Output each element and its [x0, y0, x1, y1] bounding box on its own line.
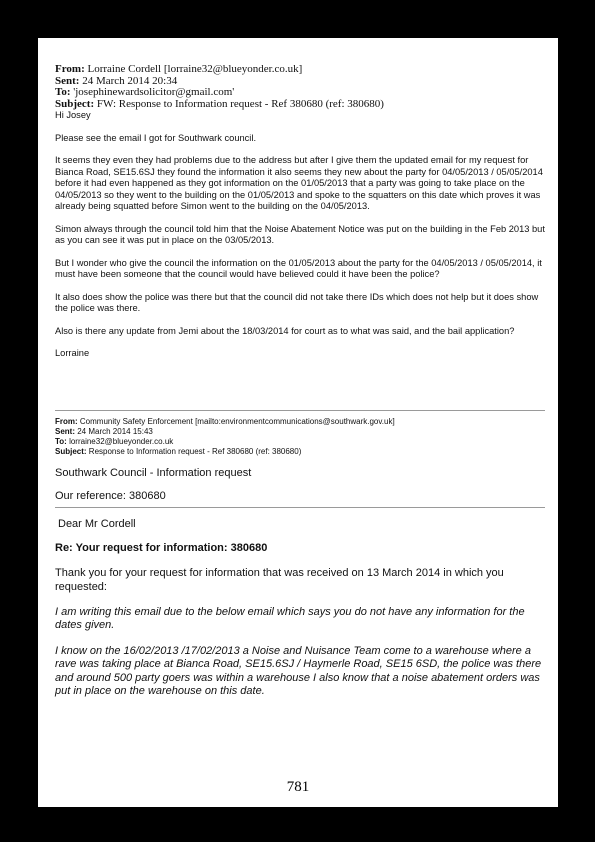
quoted-paragraph: I know on the 16/02/2013 /17/02/2013 a Noise and Nuisance Team come to a warehouse where a rave was taking place at Bianca Road, SE15.6SJ / Haymerle Road, SE15 6SD, the police was there and around 500 party goers was within a warehouse I also know that a noise abatement orders was put in place on the warehouse on this date.: [55, 644, 542, 697]
subject-value: Response to Information request - Ref 380680 (ref: 380680): [88, 446, 302, 456]
sent-label: Sent:: [55, 74, 80, 87]
body-paragraph: Simon always through the council told him that the Noise Abatement Notice was put on the building in the Feb 2013 but as you can see it was put in place on the 03/05/2013.: [55, 223, 545, 245]
email2-to-line: [55, 437, 545, 447]
body-paragraph: It also does show the police was there but that the council did not take there IDs which does not help but it does show the police was there.: [55, 291, 539, 313]
body-paragraph: Also is there any update from Jemi about the 18/03/2014 for court as to what was said, and the bail application?: [55, 325, 515, 336]
from-label: From:: [55, 416, 78, 426]
subject-label: Subject:: [55, 446, 87, 456]
email2-sent-line: [55, 427, 545, 437]
signature: Lorraine: [55, 348, 90, 358]
salutation: Dear Mr Cordell: [58, 518, 136, 531]
email2-from-line: [55, 417, 545, 427]
subject-value: FW: Response to Information request - Ref 380680 (ref: 380680): [96, 97, 384, 110]
separator-line: [55, 410, 545, 411]
body-paragraph: Please see the email I got for Southwark council.: [55, 132, 257, 143]
from-value: Community Safety Enforcement [mailto:environmentcommunications@southwark.gov.uk]: [79, 416, 395, 426]
quoted-paragraph: I am writing this email due to the below email which says you do not have any information for the dates given.: [55, 605, 525, 632]
salutation-block: [55, 518, 545, 531]
to-label: To:: [55, 436, 67, 446]
body-paragraph: But I wonder who give the council the information on the 01/05/2013 about the party for the 04/05/2013 / 05/05/2014, it must have been someone that the council would have believed could it have been the police?: [55, 257, 542, 279]
sent-value: 24 March 2014 15:43: [77, 426, 153, 436]
intro-paragraph: Thank you for your request for information that was received on 13 March 2014 in which you requested:: [55, 567, 504, 593]
subject-label: Subject:: [55, 97, 95, 110]
to-value: lorraine32@blueyonder.co.uk: [69, 436, 174, 446]
email1-body: [55, 110, 545, 360]
to-value: 'josephinewardsolicitor@gmail.com': [73, 86, 235, 98]
sent-value: 24 March 2014 20:34: [82, 74, 178, 87]
from-label: From:: [55, 63, 85, 75]
page-number: 781: [286, 779, 310, 795]
sent-label: Sent:: [55, 426, 75, 436]
body-paragraph: It seems they even they had problems due to the address but after I give them the updated email for my request for Bianca Road, SE15.6SJ they found the information it also seems they new about the party for 04/05/2013 / 05/05/2014 before it had even happened as they got information on the 01/05/2013 that a party was going to take place on the 04/05/2013 so they went to the building on the 01/05/2013 and spoke to the squatters on this date which proves it was already being squatted before Simon went to the building on the 04/05/2013.: [55, 155, 543, 211]
response-heading: Re: Your request for information: 380680: [55, 541, 268, 554]
from-value: Lorraine Cordell [lorraine32@blueyonder.co.uk]: [87, 63, 303, 75]
greeting: Hi Josey: [55, 110, 91, 120]
council-line: Southwark Council - Information request: [55, 466, 252, 479]
document-page: [38, 38, 558, 807]
to-label: To:: [55, 86, 71, 98]
email2-header: [55, 417, 545, 457]
council-block: [55, 467, 545, 504]
email1-header: [55, 64, 545, 110]
email2-body: [55, 542, 545, 699]
reference-line: Our reference: 380680: [55, 489, 166, 502]
email2-subject-line: [55, 447, 545, 457]
separator-line: [55, 507, 545, 508]
email1-subject-line: [55, 99, 545, 111]
email-content: [55, 64, 545, 698]
